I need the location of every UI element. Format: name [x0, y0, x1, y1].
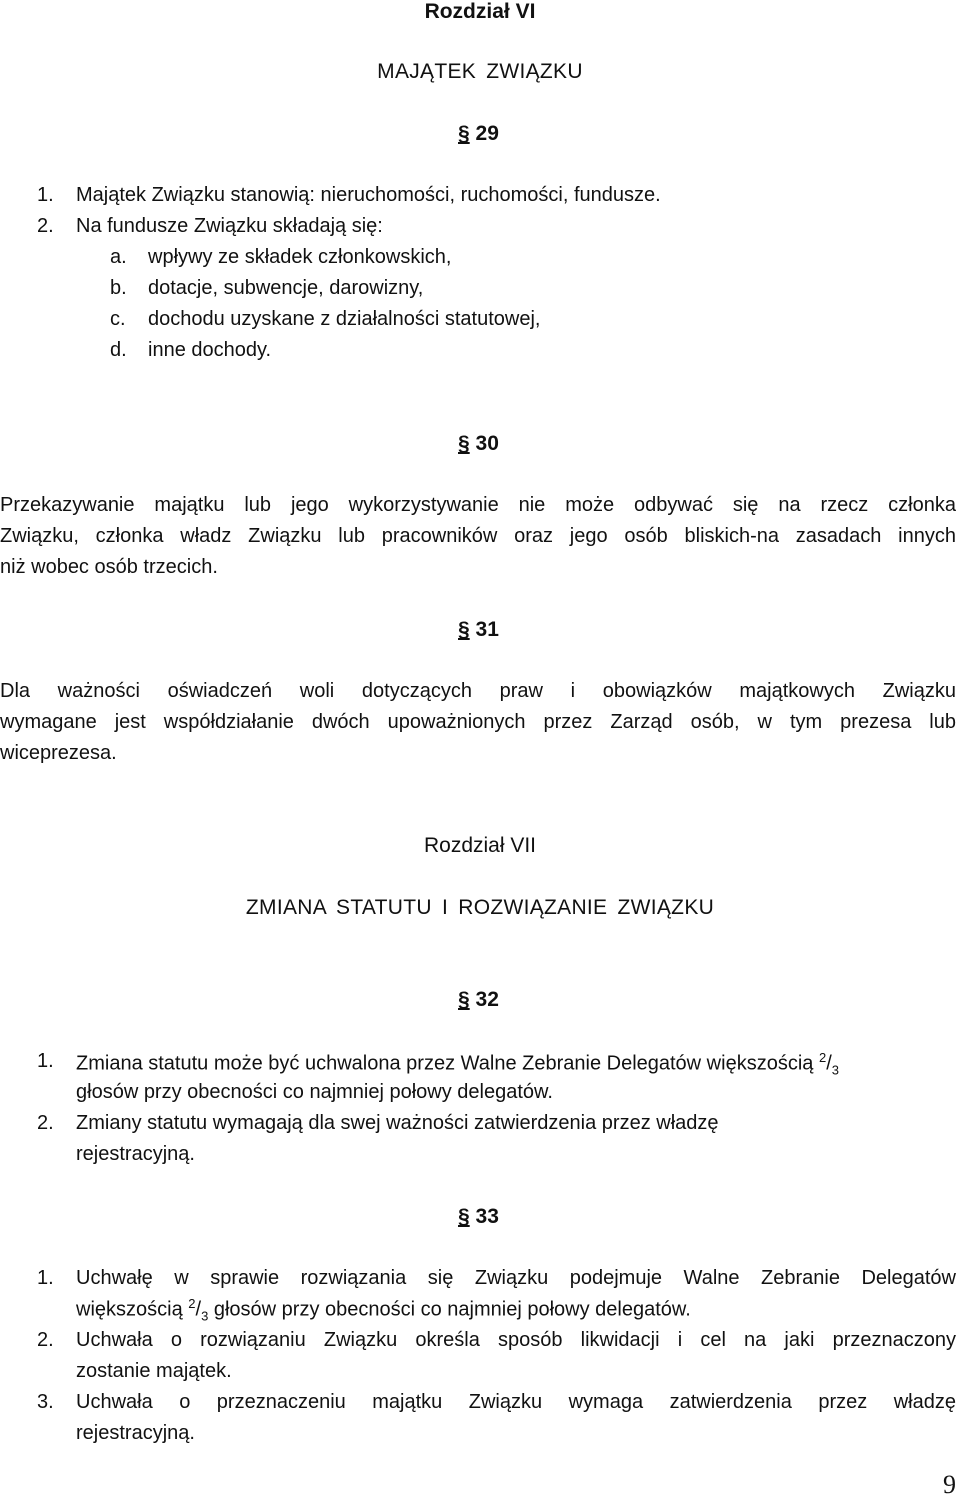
section-number: 33 [475, 1205, 499, 1228]
list-item-line: rejestracyjną. [76, 1422, 195, 1444]
sublist-letter: c. [110, 308, 126, 330]
sublist-letter: b. [110, 277, 127, 299]
chapter-6-title: MAJĄTEK ZWIĄZKU [377, 60, 583, 83]
list-item-line: zostanie majątek. [76, 1360, 232, 1382]
sublist-item: dochodu uzyskane z działalności statutowej, [148, 308, 541, 330]
section-symbol: § [458, 1205, 470, 1228]
list-number: 2. [37, 1329, 54, 1351]
fraction-numerator: 2 [818, 1050, 827, 1065]
list-item: Na fundusze Związku składają się: [76, 215, 383, 237]
section-number: 29 [475, 122, 499, 145]
list-item-text: głosów przy obecności co najmniej połowy delegatów. [213, 1298, 691, 1321]
section-33-heading [458, 1205, 499, 1229]
list-item-line: większością $^2/_3$ głosów przy obecności co najmniej połowy delegatów. [76, 1296, 691, 1324]
section-32-heading [458, 988, 499, 1012]
section-29-heading [458, 122, 499, 146]
list-item-line: Uchwałę w sprawie rozwiązania się Związku podejmuje Walne Zebranie Delegatów [76, 1267, 956, 1289]
sublist-item: inne dochody. [148, 339, 272, 361]
list-number: 2. [37, 1112, 54, 1134]
section-symbol: § [458, 432, 470, 455]
list-item-line: Zmiana statutu może być uchwalona przez Walne Zebranie Delegatów większością $^2/_3$ [76, 1050, 839, 1078]
section-number: 30 [475, 432, 499, 455]
list-number: 3. [37, 1391, 54, 1413]
paragraph-line: wymagane jest współdziałanie dwóch upoważnionych przez Zarząd osób, w tym prezesa lub [0, 711, 956, 733]
list-item-line: głosów przy obecności co najmniej połowy delegatów. [76, 1081, 553, 1103]
list-item-text: Zmiana statutu może być uchwalona przez Walne Zebranie Delegatów większością [76, 1052, 814, 1075]
fraction-numerator: 2 [188, 1296, 196, 1311]
sublist-item: dotacje, subwencje, darowizny, [148, 277, 424, 299]
chapter-7-title: ZMIANA STATUTU I ROZWIĄZANIE ZWIĄZKU [245, 896, 715, 919]
sublist-letter: a. [110, 246, 127, 268]
section-symbol: § [458, 988, 470, 1011]
list-number: 2. [37, 215, 54, 237]
section-30-heading [458, 432, 499, 456]
list-number: 1. [37, 184, 54, 206]
page-number: 9 [943, 1470, 956, 1499]
list-item-line: Uchwała o przeznaczeniu majątku Związku wymaga zatwierdzenia przez władzę [76, 1391, 956, 1413]
section-symbol: § [458, 122, 470, 145]
list-item-line: rejestracyjną. [76, 1143, 195, 1165]
paragraph-line: Związku, członka władz Związku lub pracowników oraz jego osób bliskich-na zasadach innych [0, 525, 956, 547]
paragraph-line: Przekazywanie majątku lub jego wykorzystywanie nie może odbywać się na rzecz członka [0, 494, 956, 516]
chapter-7-heading: Rozdział VII [423, 834, 537, 857]
paragraph-line: wiceprezesa. [0, 742, 117, 764]
sublist-item: wpływy ze składek członkowskich, [148, 246, 452, 268]
chapter-6-heading: Rozdział VI [424, 0, 536, 23]
list-number: 1. [37, 1050, 54, 1072]
section-31-heading [458, 618, 499, 642]
section-number: 31 [475, 618, 499, 641]
paragraph-line: Dla ważności oświadczeń woli dotyczących praw i obowiązków majątkowych Związku [0, 680, 956, 702]
list-item: Majątek Związku stanowią: nieruchomości, ruchomości, fundusze. [76, 184, 661, 206]
fraction-denominator: 3 [831, 1062, 839, 1078]
list-item-line: Uchwała o rozwiązaniu Związku określa sposób likwidacji i cel na jaki przeznaczony [76, 1329, 956, 1351]
list-item-line: Zmiany statutu wymagają dla swej ważności zatwierdzenia przez władzę [76, 1112, 719, 1134]
section-number: 32 [475, 988, 499, 1011]
section-symbol: § [458, 618, 470, 641]
fraction-denominator: 3 [201, 1308, 209, 1324]
list-item-text: większością [76, 1298, 183, 1321]
sublist-letter: d. [110, 339, 127, 361]
paragraph-line: niż wobec osób trzecich. [0, 556, 218, 578]
list-number: 1. [37, 1267, 54, 1289]
